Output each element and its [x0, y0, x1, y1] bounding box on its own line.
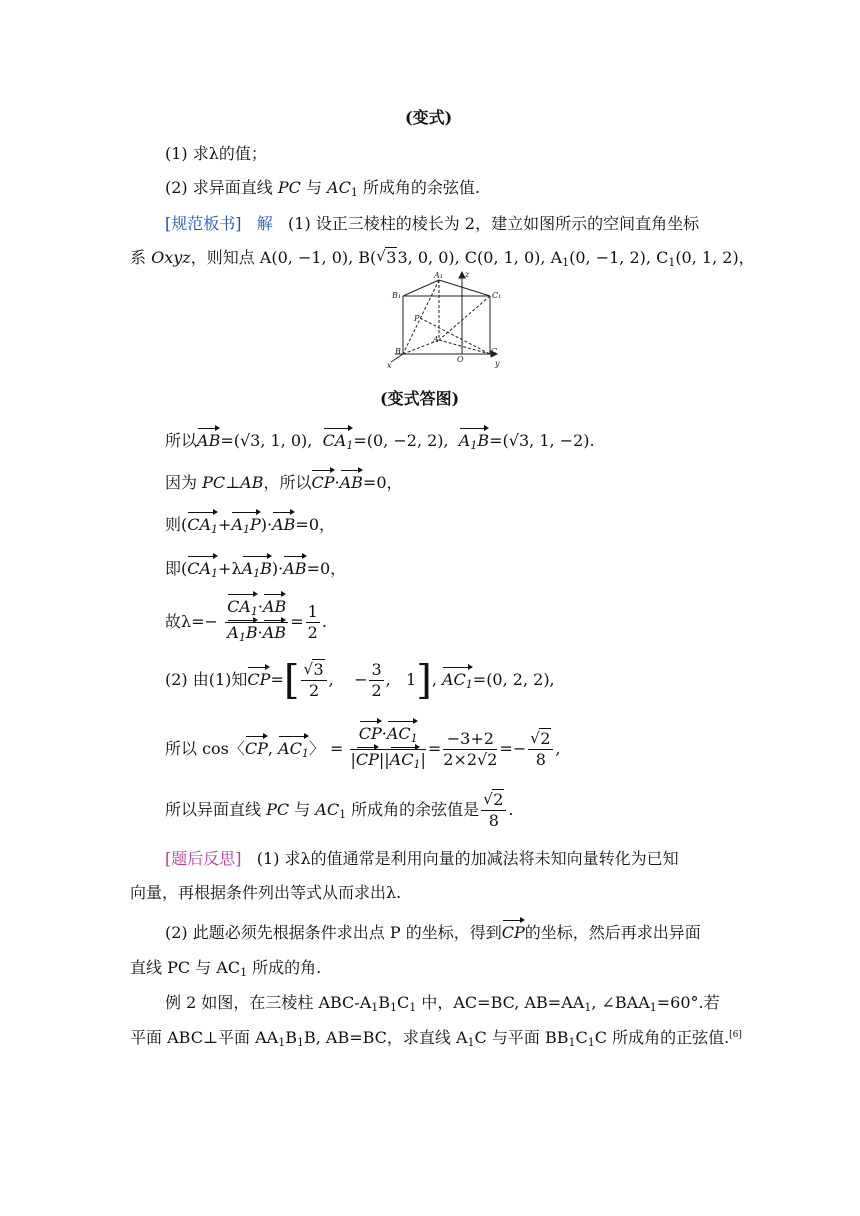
example-line-1: 例 2 如图，在三棱柱 ABC-$A_1B_1C_1$ 中，AC=BC, $AB=AA_1$, $\angle BAA_1=60^\circ$.若: [165, 993, 720, 1014]
prism-figure: [385, 268, 510, 372]
final-line: 所以异面直线 PC 与 $AC_1$ 所成角的余弦值是 √ $\frac{2}{8}$ .: [165, 790, 513, 831]
lambda-line: 故λ=− $\frac{CA_1\cdot AB}{A_1B\cdot AB}$ = $\frac{1}{2}$ .: [165, 597, 327, 648]
example-line-2: 平面 ABC⊥平面 $AA_1B_1B$, AB=BC，求直线 $A_1C$ 与平面 $BB_1C_1C$ 所成角的正弦值.[6]: [130, 1028, 742, 1049]
label-c1: C₁: [492, 291, 502, 300]
label-a1: A₁: [434, 271, 443, 280]
label-x: x: [387, 361, 392, 370]
question-2: (2) 求异面直线 PC 与 $AC_1$ 所成角的余弦值.: [165, 178, 481, 199]
label-z: z: [465, 270, 470, 279]
edge-ac: [439, 340, 490, 354]
solution-line-2: 系 Oxyz，则知点 A(0, −1, 0), B(√ 33, 0, 0), C(0, 1, 0), $A_1(0$, −1, 2), $C_1(0$, 1, 2)，: [130, 245, 755, 269]
ie-line: 即$(CA_1+\lambda A_1B)\cdot AB=0$，: [165, 559, 347, 580]
reflect-line-1: [题后反思] (1) 求λ的值通常是利用向量的加减法将未知向量转化为已知: [165, 849, 679, 868]
segment-pc: [420, 318, 490, 354]
reflect-tag: [题后反思]: [165, 849, 242, 868]
question-1: (1) 求λ的值；: [165, 144, 267, 163]
edge-b1a1: [403, 280, 439, 296]
label-o: O: [457, 355, 464, 364]
solution-label: 解: [256, 214, 273, 233]
label-b: B: [395, 347, 401, 356]
section-heading: (变式): [405, 108, 453, 127]
reflect-line-2: 向量，再根据条件列出等式从而求出λ.: [130, 883, 402, 902]
reference-marker: [6]: [729, 1030, 742, 1040]
label-p: P: [414, 314, 420, 323]
segment-c1a: [439, 296, 490, 340]
label-b1: B₁: [392, 291, 402, 300]
reflect-line-4: 直线 PC 与 $AC_1$ 所成的角.: [130, 958, 322, 979]
cos-line: 所以 cos〈CP, $AC_1$〉 = $\frac{CP\cdot AC_1}{|CP||AC_1|}$ = $\frac{-3+2}{2\times 2√2}$ =− √ $\frac{2}{8}$ ,: [165, 724, 561, 775]
reflect-line-3: (2) 此题必须先根据条件求出点 P 的坐标，得到CP的坐标，然后再求出异面: [165, 923, 701, 942]
label-a: A: [433, 335, 439, 344]
cp-line: (2) 由(1)知CP=[ √ $\frac{3}{2}$ , − $\frac{3}{2}$ , 1], $AC_1=(0$, 2, 2),: [165, 660, 555, 701]
figure-caption: (变式答图): [380, 389, 460, 408]
solution-tag: [规范板书]: [165, 214, 242, 233]
label-c: C: [491, 347, 498, 356]
perp-line: 因为 PC⊥AB，所以CP·AB=0，: [165, 473, 403, 492]
label-y: y: [495, 359, 500, 368]
vectors-line: 所以AB=(√3, 1, 0), $CA_1=(0$, −2, 2), $A_1B=(√3$, 1, −2).: [165, 431, 595, 452]
solution-line-1: [规范板书] 解 (1) 设正三棱柱的棱长为 2，建立如图所示的空间直角坐标: [165, 214, 700, 233]
edge-a1c1: [439, 280, 490, 296]
then-line: 则$(CA_1+A_1P)\cdot AB=0$，: [165, 515, 336, 536]
